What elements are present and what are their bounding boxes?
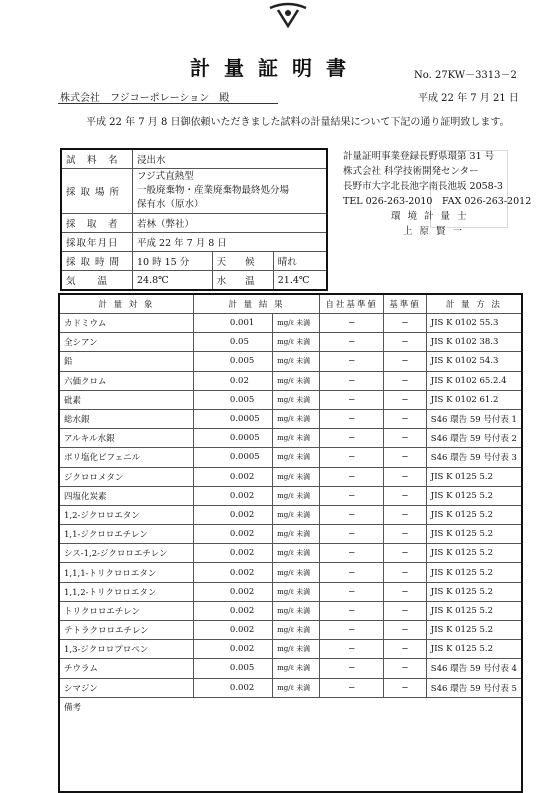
result-self-standard: − (320, 448, 384, 467)
result-value: 0.002 (193, 505, 272, 524)
sampling-place-label: 採 取 場 所 (61, 169, 133, 214)
result-value: 0.002 (193, 582, 272, 601)
result-value: 0.005 (193, 390, 272, 409)
result-self-standard: − (320, 640, 384, 659)
result-unit: mg/ℓ 未満 (273, 544, 320, 563)
addressee-underline (58, 103, 278, 104)
result-standard: − (384, 352, 427, 371)
result-unit: mg/ℓ 未満 (273, 371, 320, 390)
result-method: S46 環告 59 号付表 5 (426, 678, 522, 697)
water-temp-label: 水 温 (212, 271, 273, 291)
issuer-address: 長野市大字北長池字南長池坂 2058-3 (343, 181, 503, 192)
result-item: カドミウム (59, 314, 193, 333)
result-value: 0.002 (193, 678, 272, 697)
table-row (59, 505, 522, 524)
result-value: 0.005 (193, 352, 272, 371)
result-item: ポリ塩化ビフェニル (59, 448, 193, 467)
result-standard: − (384, 429, 427, 448)
sample-name-label: 試 料 名 (61, 149, 133, 169)
result-self-standard: − (320, 601, 384, 620)
table-row (59, 640, 522, 659)
result-method: JIS K 0102 54.3 (426, 352, 522, 371)
result-value: 0.002 (193, 640, 272, 659)
result-item: チウラム (59, 659, 193, 678)
result-unit: mg/ℓ 未満 (273, 352, 320, 371)
result-unit: mg/ℓ 未満 (273, 505, 320, 524)
result-method: JIS K 0125 5.2 (426, 544, 522, 563)
table-row (59, 429, 522, 448)
result-standard: − (384, 582, 427, 601)
result-item: シス-1,2-ジクロロエチレン (59, 544, 193, 563)
header-result: 計 量 結 果 (193, 294, 319, 314)
header-standard: 基準値 (384, 294, 427, 314)
result-method: JIS K 0125 5.2 (426, 563, 522, 582)
result-unit: mg/ℓ 未満 (273, 640, 320, 659)
sampling-place-line: 保有水（原水） (137, 199, 204, 210)
result-self-standard: − (320, 333, 384, 352)
result-self-standard: − (320, 409, 384, 428)
result-self-standard: − (320, 525, 384, 544)
result-standard: − (384, 601, 427, 620)
result-self-standard: − (320, 544, 384, 563)
table-row (59, 525, 522, 544)
result-item: 1,3-ジクロロプロペン (59, 640, 193, 659)
result-method: JIS K 0102 55.3 (426, 314, 522, 333)
result-standard: − (384, 314, 427, 333)
result-standard: − (384, 371, 427, 390)
result-value: 0.002 (193, 544, 272, 563)
result-value: 0.002 (193, 601, 272, 620)
weather-label: 天 候 (212, 252, 273, 271)
result-standard: − (384, 659, 427, 678)
header-method: 計 量 方 法 (426, 294, 522, 314)
result-standard: − (384, 467, 427, 486)
remarks-label: 備考 (59, 697, 522, 792)
result-method: JIS K 0102 61.2 (426, 390, 522, 409)
result-item: 1,1,1-トリクロロエタン (59, 563, 193, 582)
result-self-standard: − (320, 314, 384, 333)
result-unit: mg/ℓ 未満 (273, 621, 320, 640)
result-self-standard: − (320, 467, 384, 486)
sampling-date-value: 平成 22 年 7 月 8 日 (133, 233, 328, 252)
result-method: JIS K 0125 5.2 (426, 601, 522, 620)
sampler-label: 採 取 者 (61, 214, 133, 233)
result-method: JIS K 0102 65.2.4 (426, 371, 522, 390)
table-row (59, 582, 522, 601)
table-row (59, 390, 522, 409)
result-unit: mg/ℓ 未満 (273, 659, 320, 678)
result-value: 0.002 (193, 467, 272, 486)
result-method: S46 環告 59 号付表 3 (426, 448, 522, 467)
header-item: 計 量 対 象 (59, 294, 193, 314)
emblem-icon (268, 2, 308, 28)
result-standard: − (384, 621, 427, 640)
registration-number: 計量証明事業登録長野県環第 31 号 (343, 151, 495, 162)
result-value: 0.05 (193, 333, 272, 352)
result-method: JIS K 0125 5.2 (426, 582, 522, 601)
water-temp-value: 21.4℃ (273, 271, 327, 291)
issuer-tel-fax: TEL 026-263-2010 FAX 026-263-2012 (343, 196, 532, 207)
result-unit: mg/ℓ 未満 (273, 390, 320, 409)
result-item: 総水銀 (59, 409, 193, 428)
table-row (59, 486, 522, 505)
intro-text: 平成 22 年 7 月 8 日御依頼いただきました試料の計量結果について下記の通り証明致します。 (86, 117, 510, 128)
result-method: JIS K 0125 5.2 (426, 640, 522, 659)
sampling-place-value (133, 169, 328, 214)
result-standard: − (384, 409, 427, 428)
result-method: JIS K 0125 5.2 (426, 486, 522, 505)
result-self-standard: − (320, 505, 384, 524)
result-item: 全シアン (59, 333, 193, 352)
result-unit: mg/ℓ 未満 (273, 448, 320, 467)
result-unit: mg/ℓ 未満 (273, 409, 320, 428)
result-value: 0.002 (193, 563, 272, 582)
issuer-block (343, 149, 531, 239)
result-unit: mg/ℓ 未満 (273, 429, 320, 448)
results-table (58, 293, 523, 793)
result-self-standard: − (320, 486, 384, 505)
result-method: S46 環告 59 号付表 1 (426, 409, 522, 428)
addressee-name: 株式会社 フジコーポレーション (60, 93, 210, 104)
header-self-standard: 自社基準値 (320, 294, 384, 314)
result-value: 0.002 (193, 486, 272, 505)
table-row (59, 314, 522, 333)
sampler-value: 若林（弊社） (133, 214, 328, 233)
result-unit: mg/ℓ 未満 (273, 525, 320, 544)
result-method: JIS K 0125 5.2 (426, 621, 522, 640)
table-row (59, 371, 522, 390)
result-standard: − (384, 390, 427, 409)
result-value: 0.0005 (193, 448, 272, 467)
result-item: ジクロロメタン (59, 467, 193, 486)
result-item: 鉛 (59, 352, 193, 371)
result-standard: − (384, 678, 427, 697)
result-self-standard: − (320, 390, 384, 409)
result-self-standard: − (320, 582, 384, 601)
result-method: S46 環告 59 号付表 4 (426, 659, 522, 678)
result-method: S46 環告 59 号付表 2 (426, 429, 522, 448)
result-unit: mg/ℓ 未満 (273, 582, 320, 601)
sampling-place-line: 一般廃棄物・産業廃棄物最終処分場 (137, 185, 290, 196)
issue-date: 平成 22 年 7 月 21 日 (418, 93, 519, 104)
sampling-date-label: 採取年月日 (61, 233, 133, 252)
result-self-standard: − (320, 563, 384, 582)
table-row (59, 563, 522, 582)
table-row (59, 601, 522, 620)
result-value: 0.0005 (193, 409, 272, 428)
result-unit: mg/ℓ 未満 (273, 467, 320, 486)
result-unit: mg/ℓ 未満 (273, 563, 320, 582)
document-number: No. 27KW－3313－2 (414, 70, 517, 81)
result-standard: − (384, 333, 427, 352)
result-value: 0.002 (193, 621, 272, 640)
addressee (60, 89, 229, 104)
result-value: 0.001 (193, 314, 272, 333)
result-self-standard: − (320, 371, 384, 390)
result-self-standard: − (320, 621, 384, 640)
table-row (59, 352, 522, 371)
certifier-title: 環 境 計 量 士 (391, 211, 469, 222)
result-value: 0.005 (193, 659, 272, 678)
result-value: 0.02 (193, 371, 272, 390)
sample-info-table (60, 148, 328, 291)
result-item: トリクロロエチレン (59, 601, 193, 620)
table-row (59, 621, 522, 640)
sampling-time-value: 10 時 15 分 (133, 252, 213, 271)
result-item: 1,2-ジクロロエタン (59, 505, 193, 524)
addressee-suffix: 殿 (219, 93, 230, 104)
result-unit: mg/ℓ 未満 (273, 486, 320, 505)
result-standard: − (384, 448, 427, 467)
result-unit: mg/ℓ 未満 (273, 601, 320, 620)
result-unit: mg/ℓ 未満 (273, 314, 320, 333)
result-item: テトラクロロエチレン (59, 621, 193, 640)
result-unit: mg/ℓ 未満 (273, 333, 320, 352)
result-item: 砒素 (59, 390, 193, 409)
certifier-name: 上 原 賢 一 (403, 226, 465, 237)
result-item: 1,1-ジクロロエチレン (59, 525, 193, 544)
result-self-standard: − (320, 659, 384, 678)
result-standard: − (384, 563, 427, 582)
table-row (59, 467, 522, 486)
table-row (59, 333, 522, 352)
air-temp-label: 気 温 (61, 271, 133, 291)
result-value: 0.0005 (193, 429, 272, 448)
result-item: 六価クロム (59, 371, 193, 390)
result-self-standard: − (320, 352, 384, 371)
result-item: 1,1,2-トリクロロエタン (59, 582, 193, 601)
result-method: JIS K 0125 5.2 (426, 525, 522, 544)
result-method: JIS K 0125 5.2 (426, 505, 522, 524)
result-item: 四塩化炭素 (59, 486, 193, 505)
result-method: JIS K 0102 38.3 (426, 333, 522, 352)
sampling-place-line: フジ式直熱型 (137, 171, 194, 182)
air-temp-value: 24.8℃ (133, 271, 213, 291)
issuer-company: 株式会社 科学技術開発センター (343, 166, 479, 177)
result-standard: − (384, 486, 427, 505)
document-title: 計量証明書 (190, 56, 360, 80)
result-standard: − (384, 525, 427, 544)
sampling-time-label: 採 取 時 間 (61, 252, 133, 271)
table-row (59, 544, 522, 563)
result-method: JIS K 0125 5.2 (426, 467, 522, 486)
table-row (59, 448, 522, 467)
result-self-standard: − (320, 429, 384, 448)
result-standard: − (384, 544, 427, 563)
table-row (59, 659, 522, 678)
sample-name-value: 浸出水 (133, 149, 328, 169)
table-row (59, 409, 522, 428)
result-standard: − (384, 505, 427, 524)
result-standard: − (384, 640, 427, 659)
weather-value: 晴れ (273, 252, 327, 271)
result-item: シマジン (59, 678, 193, 697)
table-row (59, 678, 522, 697)
result-value: 0.002 (193, 525, 272, 544)
result-item: アルキル水銀 (59, 429, 193, 448)
result-unit: mg/ℓ 未満 (273, 678, 320, 697)
result-self-standard: − (320, 678, 384, 697)
